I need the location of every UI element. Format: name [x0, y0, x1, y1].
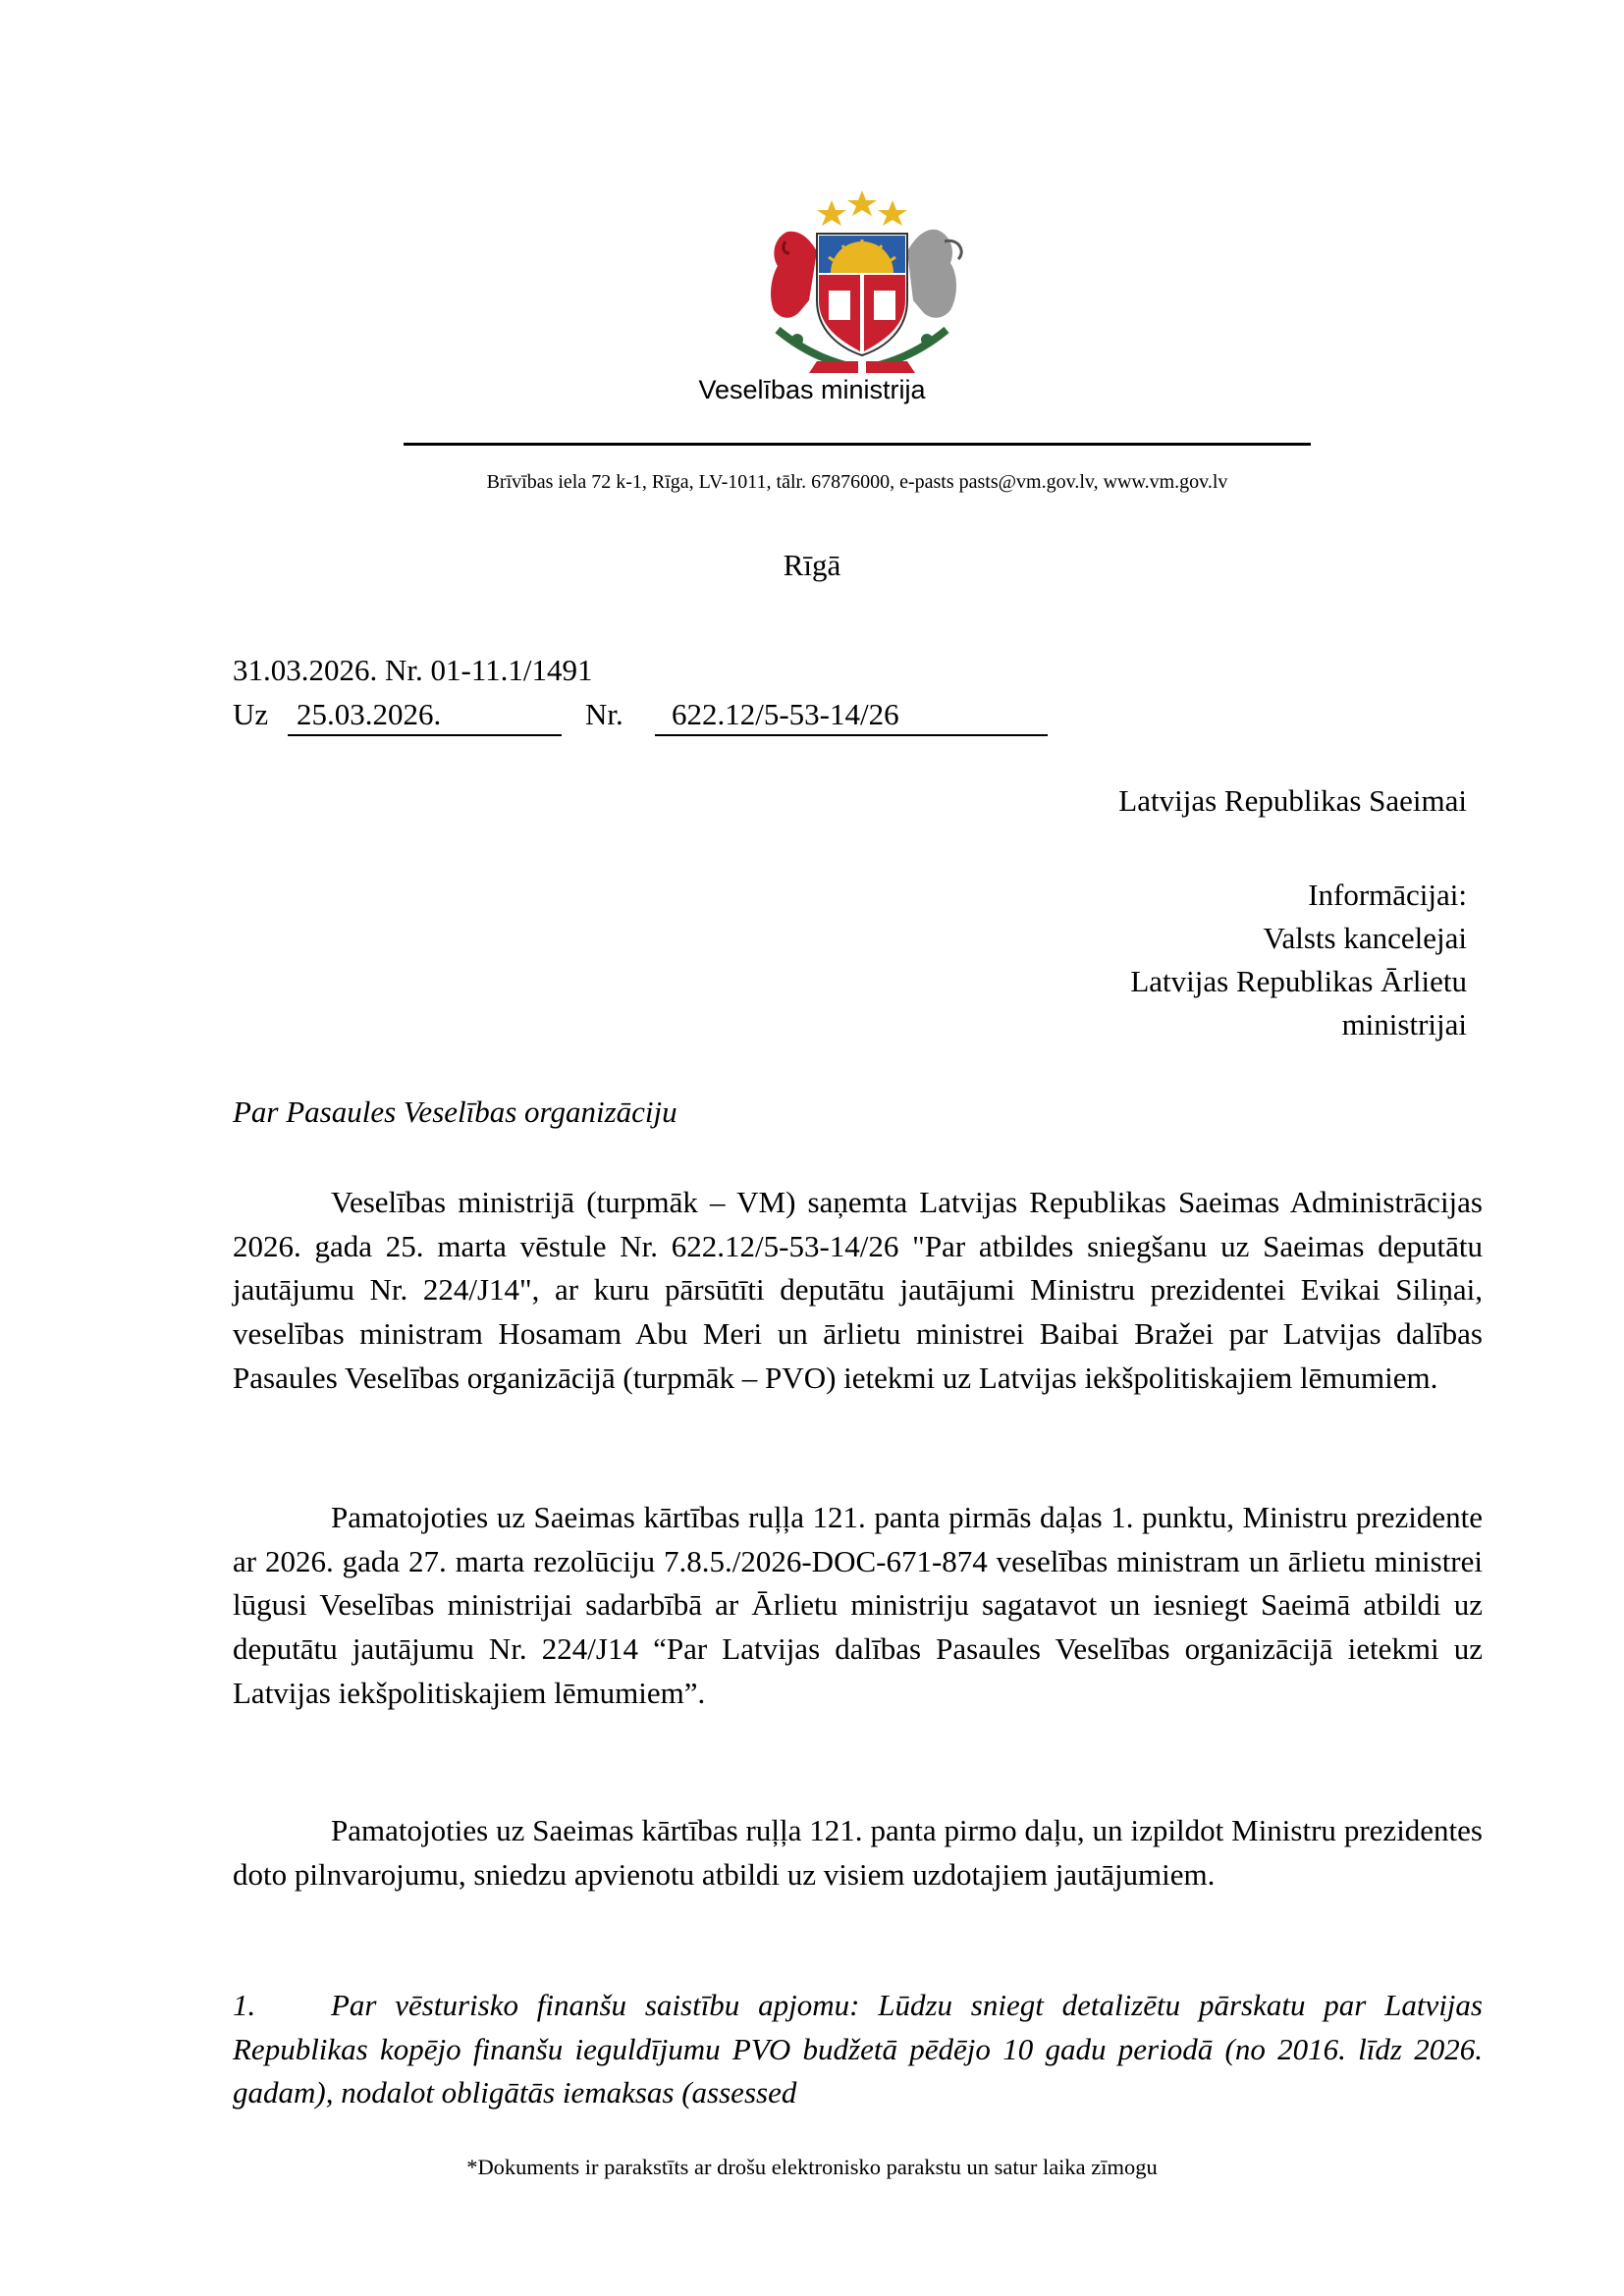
paragraph-text: Pamatojoties uz Saeimas kārtības ruļļa 121. panta pirmo daļu, un izpildot Ministru prezidentes doto pilnvarojumu, sniedzu apvienotu atbildi uz visiem uzdotajiem jautājumiem.: [233, 1813, 1483, 1892]
header-divider: [404, 443, 1311, 446]
signature-footnote: *Dokuments ir parakstīts ar drošu elektronisko parakstu un satur laika zīmogu: [466, 2155, 1158, 2179]
question-number: 1.: [233, 1988, 256, 2022]
info-recipient-line: Latvijas Republikas Ārlietu: [1130, 964, 1467, 998]
coat-of-arms: [748, 183, 976, 379]
reference-date: 25.03.2026.: [297, 697, 442, 731]
body-paragraph-2: [233, 1496, 1483, 1716]
reference-number: 622.12/5-53-14/26: [672, 697, 899, 731]
question-text: Par vēsturisko finanšu saistību apjomu: Lūdzu sniegt detalizētu pārskatu par Latvijas Republikas kopējo finanšu ieguldījumu PVO budžetā pēdējo 10 gadu periodā (no 2016. līdz 2026. gadam), nodalot obligātās iemaksas (assessed: [233, 1988, 1483, 2110]
reference-date-field: [288, 697, 562, 736]
uz-label: Uz: [233, 697, 269, 731]
ministry-address: Brīvības iela 72 k-1, Rīga, LV-1011, tālr. 67876000, e-pasts pasts@vm.gov.lv, www.vm.gov.lv: [486, 471, 1228, 493]
reference-number-field: [655, 697, 1048, 736]
place-of-issue: Rīgā: [783, 548, 841, 582]
info-recipients: [1130, 874, 1467, 1046]
nr-label: Nr.: [585, 697, 623, 731]
paragraph-text: Pamatojoties uz Saeimas kārtības ruļļa 121. panta pirmās daļas 1. punktu, Ministru prezidente ar 2026. gada 27. marta rezolūciju 7.8.5./2026-DOC-671-874 veselības ministram un ārlietu ministrei lūgusi Veselības ministrijai sadarbībā ar Ārlietu ministriju sagatavot un iesniegt Saeimā atbildi uz deputātu jautājumu Nr. 224/J14 “Par Latvijas dalības Pasaules Veselības organizācijā ietekmi uz Latvijas iekšpolitiskajiem lēmumiem”.: [233, 1500, 1483, 1710]
document-date-number: 31.03.2026. Nr. 01-11.1/1491: [233, 653, 593, 687]
body-paragraph-3: [233, 1809, 1483, 1896]
info-recipient-line: ministrijai: [1341, 1007, 1467, 1041]
question-1: [233, 1984, 1483, 2115]
info-label: Informācijai:: [1308, 878, 1467, 912]
letter-subject: Par Pasaules Veselības organizāciju: [233, 1095, 677, 1129]
main-recipient: Latvijas Republikas Saeimai: [1118, 783, 1467, 818]
ministry-name: Veselības ministrija: [698, 375, 926, 404]
coat-of-arms-icon: [748, 183, 976, 379]
paragraph-text: Veselības ministrijā (turpmāk – VM) saņemta Latvijas Republikas Saeimas Administrācijas 2026. gada 25. marta vēstule Nr. 622.12/5-53-14/26 "Par atbildes sniegšanu uz Saeimas deputātu jautājumu Nr. 224/J14", ar kuru pārsūtīti deputātu jautājumi Ministru prezidentei Evikai Siliņai, veselības ministram Hosamam Abu Meri un ārlietu ministrei Baibai Bražei par Latvijas dalības Pasaules Veselības organizācijā (turpmāk – PVO) ietekmi uz Latvijas iekšpolitiskajiem lēmumiem.: [233, 1185, 1483, 1395]
body-paragraph-1: [233, 1181, 1483, 1401]
info-recipient-line: Valsts kancelejai: [1263, 921, 1467, 955]
